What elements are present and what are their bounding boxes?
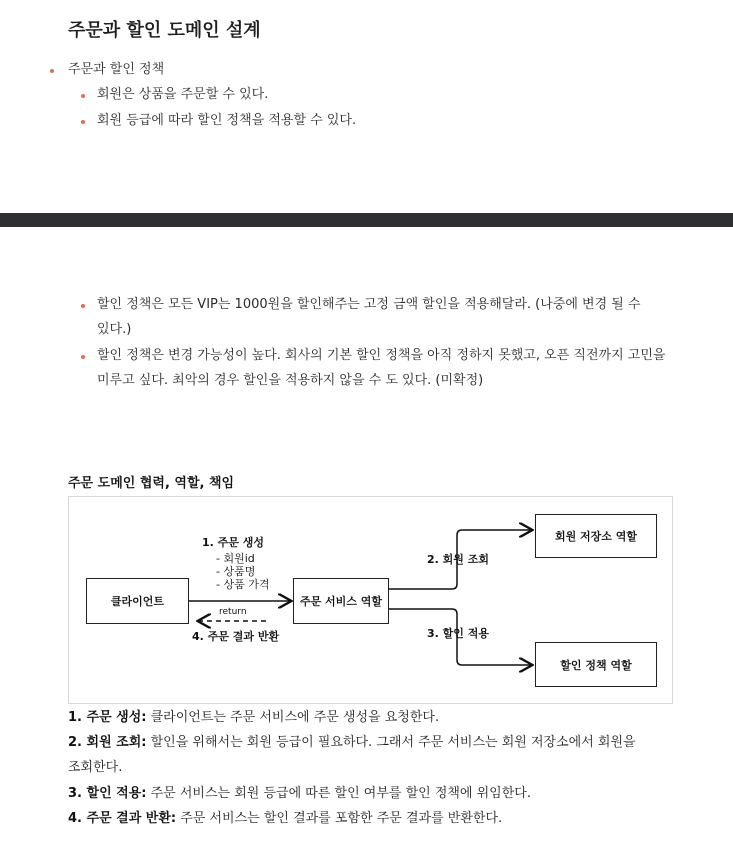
section-divider [0, 213, 733, 227]
list-item: 회원은 상품을 주문할 수 있다. [97, 87, 269, 102]
step4-label: 4. 주문 결과 반환 [192, 630, 280, 643]
section-label: 주문과 할인 정책 [68, 62, 165, 77]
step2-label: 2. 회원 조회 [427, 553, 489, 566]
bullet-dot [81, 120, 85, 124]
client-box: 클라이언트 [86, 578, 189, 624]
list-item-line: 할인 정책은 변경 가능성이 높다. 회사의 기본 할인 정책을 아직 정하지 못했고, 오픈 직전까지 고민을 [97, 348, 666, 363]
collaboration-diagram [68, 496, 673, 704]
description-item [68, 732, 668, 754]
discount-policy-box: 할인 정책 역할 [535, 642, 657, 687]
member-repository-box: 회원 저장소 역할 [535, 514, 657, 558]
description-item [68, 783, 668, 805]
bullet-dot [81, 304, 85, 308]
description-text: 주문 서비스는 회원 등급에 따른 할인 여부를 할인 정책에 위임한다. [146, 786, 531, 801]
list-item [97, 292, 697, 342]
description-term: 2. 회원 조회: [68, 735, 147, 750]
bullet-dot [50, 69, 54, 73]
list-item-line: 미루고 싶다. 최악의 경우 할인을 적용하지 않을 수 도 있다. (미확정) [97, 373, 484, 388]
description-continuation: 조회한다. [68, 760, 123, 775]
step1-param: - 상품 가격 [216, 578, 270, 591]
order-service-box: 주문 서비스 역할 [293, 578, 389, 624]
step1-label: 1. 주문 생성 [202, 536, 264, 549]
list-item-line: 할인 정책은 모든 VIP는 1000원을 할인해주는 고정 금액 할인을 적용해달라. (나중에 변경 될 수 [97, 297, 641, 312]
step1-param: - 회원id [216, 552, 255, 565]
page-title: 주문과 할인 도메인 설계 [68, 20, 261, 41]
bullet-dot [81, 94, 85, 98]
description-item [68, 808, 668, 830]
description-term: 1. 주문 생성: [68, 710, 147, 725]
list-item-line: 있다.) [97, 322, 132, 337]
description-term: 4. 주문 결과 반환: [68, 811, 177, 826]
list-item [97, 343, 697, 393]
step1-param: - 상품명 [216, 565, 256, 578]
description-text: 할인을 위해서는 회원 등급이 필요하다. 그래서 주문 서비스는 회원 저장소에서 회원을 [146, 735, 636, 750]
description-text: 주문 서비스는 할인 결과를 포함한 주문 결과를 반환한다. [176, 811, 503, 826]
step3-label: 3. 할인 적용 [427, 627, 489, 640]
diagram-heading: 주문 도메인 협력, 역할, 책임 [68, 476, 235, 491]
list-item: 회원 등급에 따라 할인 정책을 적용할 수 있다. [97, 113, 357, 128]
return-label: return [219, 607, 247, 617]
description-item [68, 707, 668, 729]
description-text: 클라이언트는 주문 서비스에 주문 생성을 요청한다. [146, 710, 440, 725]
description-term: 3. 할인 적용: [68, 786, 147, 801]
bullet-dot [81, 355, 85, 359]
